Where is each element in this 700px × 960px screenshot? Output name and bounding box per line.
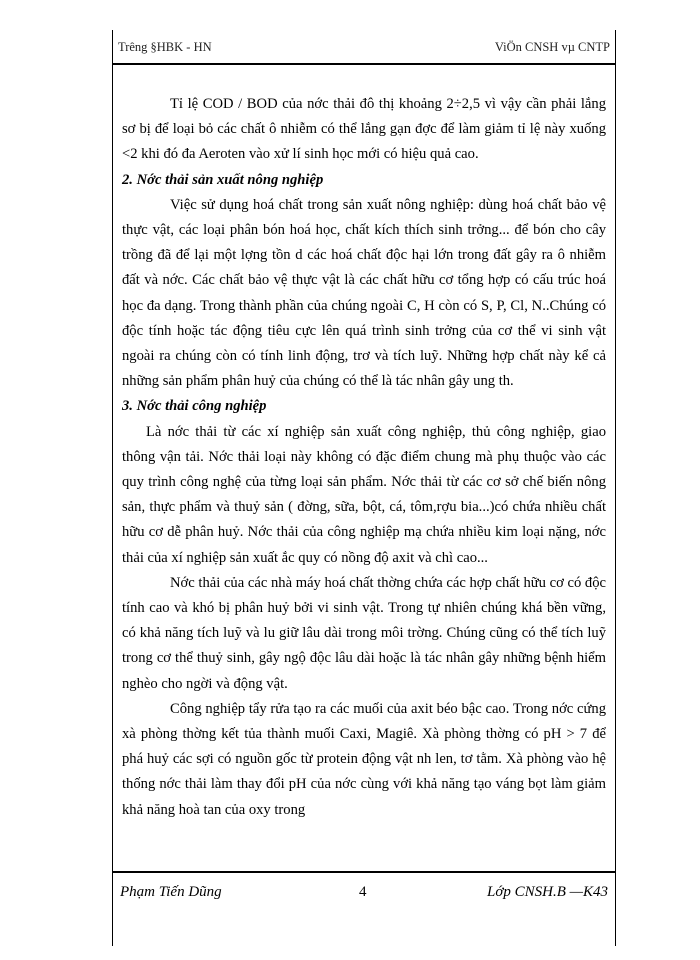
header-department: ViÖn CNSH vµ CNTP [494,40,610,54]
page-header [112,40,616,60]
page-content [122,92,606,823]
paragraph-cod-bod: Tỉ lệ COD / BOD của nớc thải đô thị khoảng 2÷2,5 vì vậy cần phải lắng sơ bị để loại bỏ các chất ô nhiễm có thể lắng gạn đợc để làm giảm tỉ lệ này xuống <2 khi đó đa Aeroten vào xử lí sinh học mới có hiệu quả cao. [122,96,606,163]
header-institution: Trêng §HBK - HN [118,40,212,54]
footer-author: Phạm Tiến Dũng [120,884,222,900]
page-number: 4 [359,884,367,900]
footer-class: Lớp CNSH.B —K43 [487,884,608,900]
page-footer [112,884,616,908]
paragraph-chemical-plants: Nớc thải của các nhà máy hoá chất thờng chứa các hợp chất hữu cơ có độc tính cao và khó bị phân huỷ bởi vi sinh vật. Trong tự nhiên chúng khá bền vững, có khả năng tích luỹ và lu giữ lâu dài trong môi trờng. Chúng cũng có thể tích luỹ trong cơ thể thuỷ sinh, gây ngộ độc lâu dài hoặc là tác nhân gây những bệnh hiểm nghèo cho ngời và động vật. [122,574,606,692]
header-rule [112,63,616,65]
footer-rule [112,871,616,873]
paragraph-agricultural: Việc sử dụng hoá chất trong sản xuất nông nghiệp: dùng hoá chất bảo vệ thực vật, các loại phân bón hoá học, chất kích thích sinh trởng... để bón cho cây trồng đã để lại một lợng tồn d các hoá chất độc hại lớn trong đất gây ra ô nhiễm đất và nớc. Các chất bảo vệ thực vật là các chất hữu cơ tổng hợp có cấu trúc hoá học đa dạng. Trong thành phần của chúng ngoài C, H còn có S, P, Cl, N..Chúng có độc tính hoặc tác động tiêu cực lên quá trình sinh trởng của cơ thể vi sinh vật ngoài ra chúng còn có tính linh động, trơ và tích luỹ. Những hợp chất này kể cả những sản phẩm phân huỷ của chúng có thể là tác nhân gây ung th. [122,196,606,390]
heading-industrial-wastewater: 3. Nớc thải công nghiệp [122,398,267,415]
heading-agricultural-wastewater: 2. Nớc thải sản xuất nông nghiệp [122,171,324,188]
paragraph-detergents: Công nghiệp tẩy rửa tạo ra các muối của axit béo bậc cao. Trong nớc cứng xà phòng thờng kết tủa thành muối Caxi, Magiê. Xà phòng thờng có pH > 7 để phá huỷ các sợi có nguồn gốc từ protein động vật nh len, tơ tằm. Xà phòng vào hệ thống nớc thải làm thay đổi pH của nớc cùng với khả năng tạo váng bọt làm giảm khả năng hoà tan của oxy trong [122,700,606,818]
paragraph-industrial: Là nớc thải từ các xí nghiệp sản xuất công nghiệp, thủ công nghiệp, giao thông vận tải. Nớc thải loại này không có đặc điểm chung mà phụ thuộc vào các quy trình công nghệ của từng loại sản phẩm. Nớc thải từ các cơ sở chế biến nông sản, thực phẩm và thuỷ sản ( đờng, sữa, bột, cá, tôm,rợu bia...)có chứa nhiều chất hữu cơ dễ phân huỷ. Nớc thải của công nghiệp mạ chứa nhiều kim loại nặng, nớc thải của xí nghiệp sản xuất ắc quy có nồng độ axit và chì cao... [122,423,606,566]
